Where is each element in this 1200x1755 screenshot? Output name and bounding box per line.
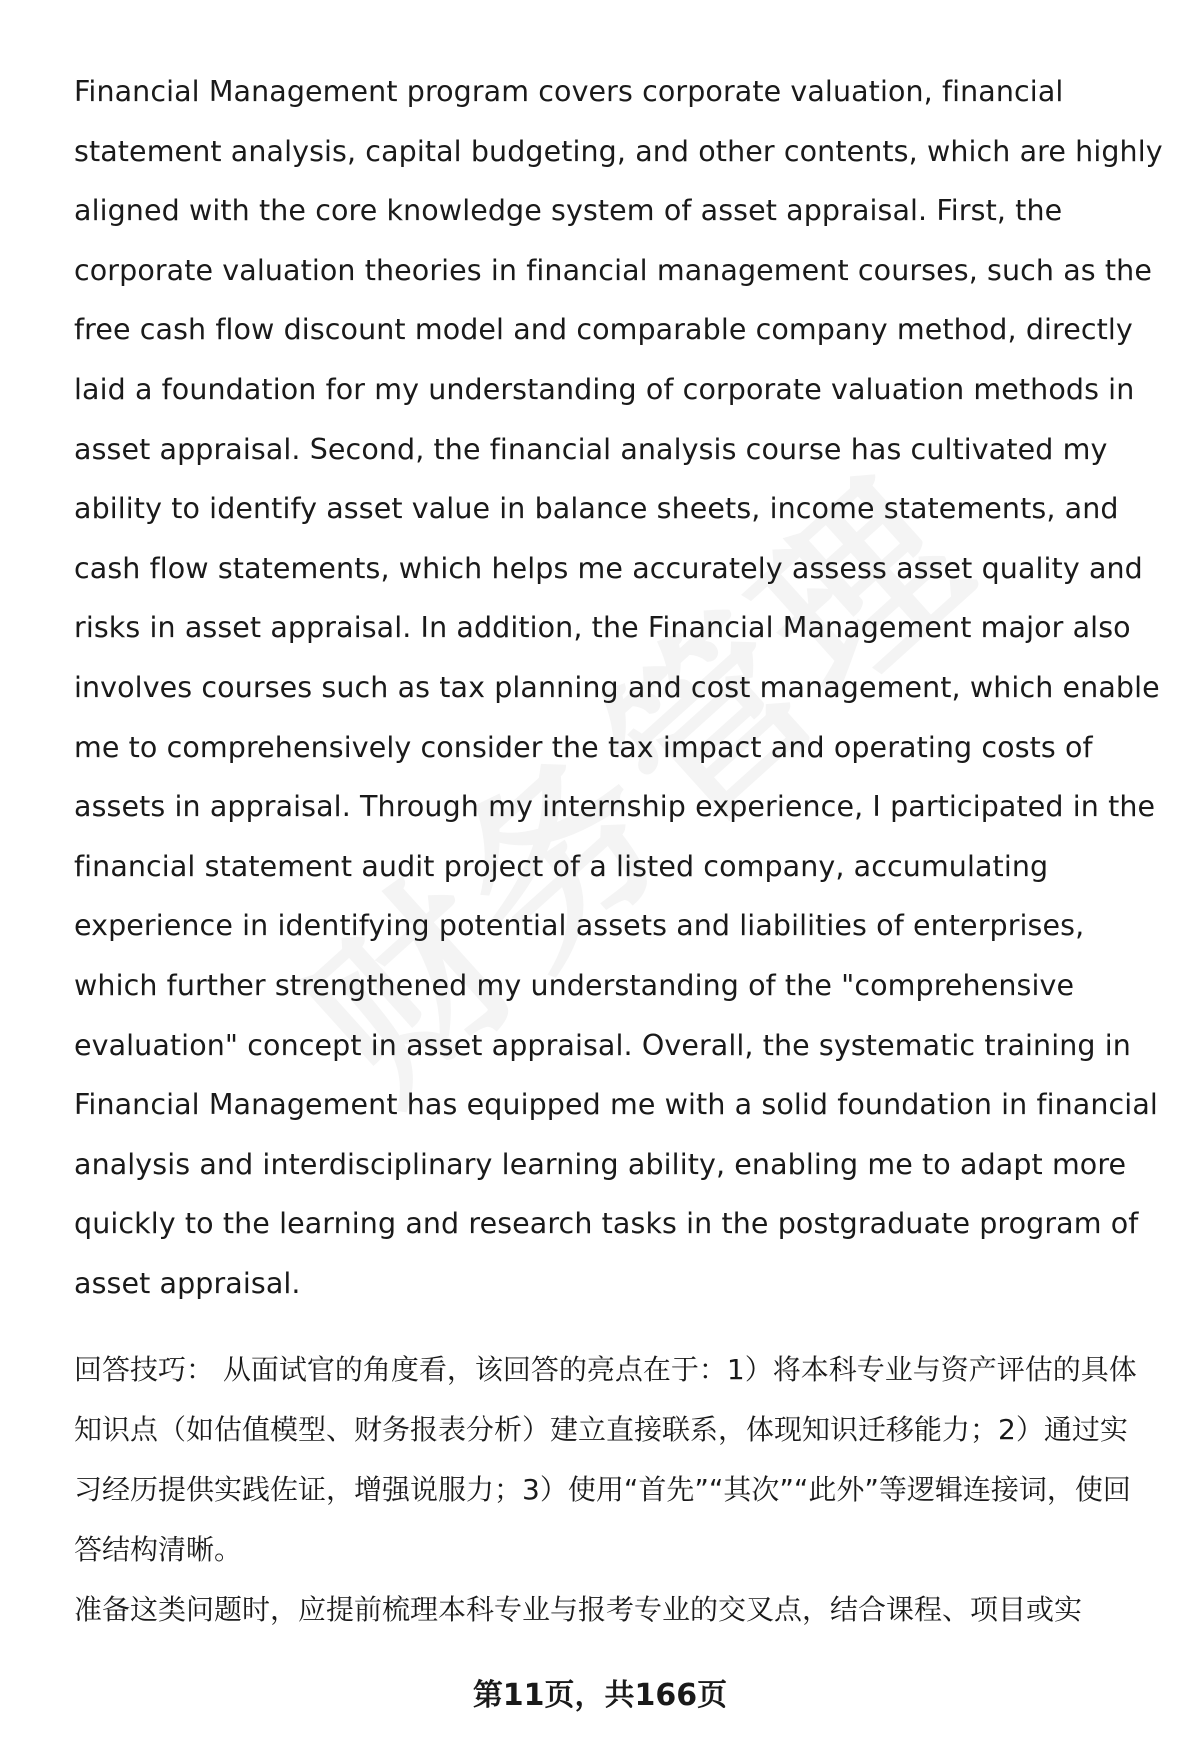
answer-tip-paragraph: 回答技巧： 从面试官的角度看，该回答的亮点在于：1）将本科专业与资产评估的具体知识点（如估值模型、财务报表分析）建立直接联系，体现知识迁移能力；2）通过实习经历提供实践佐证，增强说服力；3）使用“首先”“其次”“此外”等逻辑连接词，使回答结构清晰。	[74, 1353, 1137, 1566]
answer-paragraph: Financial Management program covers corporate valuation, financial statement analysis, capital budgeting, and other contents, which are highly aligned with the core knowledge system of asset appraisal. First, the corporate valuation theories in financial management courses, such as the free cash flow discount model and comparable company method, directly laid a foundation for my understanding of corporate valuation methods in asset appraisal. Second, the financial analysis course has cultivated my ability to identify asset value in balance sheets, income statements, and cash flow statements, which helps me accurately assess asset quality and risks in asset appraisal. In addition, the Financial Management major also involves courses such as tax planning and cost management, which enable me to comprehensively consider the tax impact and operating costs of assets in appraisal. Through my internship experience, I participated in the financial statement audit project of a listed company, accumulating experience in identifying potential assets and liabilities of enterprises, which further strengthened my understanding of the "comprehensive evaluation" concept in asset appraisal. Overall, the systematic training in Financial Management has equipped me with a solid foundation in financial analysis and interdisciplinary learning ability, enabling me to adapt more quickly to the learning and research tasks in the postgraduate program of asset appraisal.	[74, 75, 1163, 1300]
page-number-footer: 第11页，共166页	[472, 1678, 728, 1713]
prep-tip-paragraph: 准备这类问题时，应提前梳理本科专业与报考专业的交叉点，结合课程、项目或实	[74, 1593, 1083, 1626]
tips-section	[74, 1340, 1146, 1640]
